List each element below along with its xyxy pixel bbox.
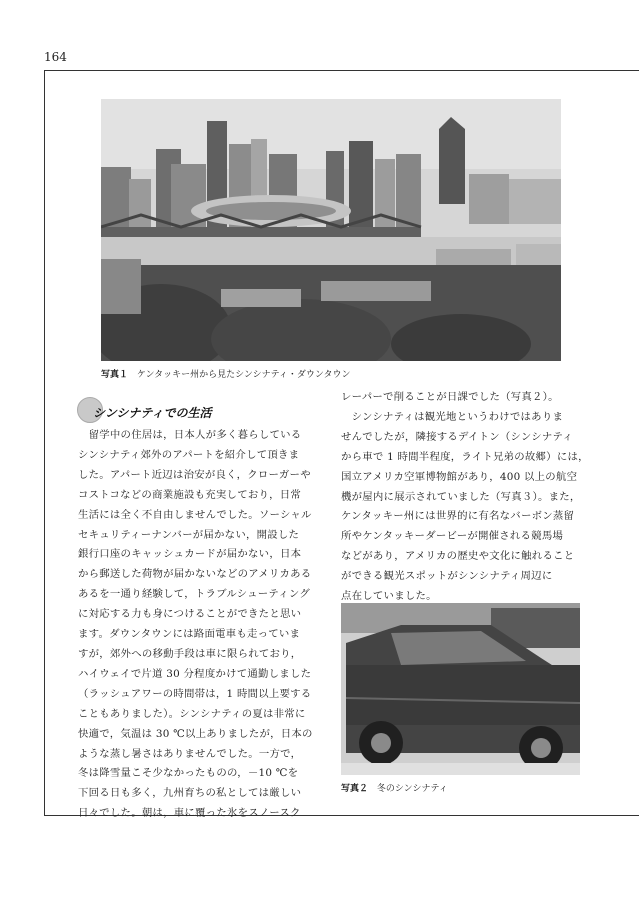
text-line: コストコなどの商業施設も充実しており，日常 [78, 488, 302, 501]
photo1-caption-text: ケンタッキー州から見たシンシナティ・ダウンタウン [136, 370, 351, 380]
text-line: （ラッシュアワーの時間帯は，1 時間以上要する [78, 687, 312, 700]
text-line: 国立アメリカ空軍博物館があり，400 以上の航空 [341, 470, 578, 483]
text-line: 冬は降雪量こそ少なかったものの，－10 ℃を [78, 767, 299, 780]
text-line: ような蒸し暑さはありませんでした。一方で， [78, 747, 302, 760]
left-rule [44, 70, 45, 815]
section-title: シンシナティでの生活 [93, 406, 212, 420]
photo1-caption-label: 写真１ [101, 370, 129, 380]
winter-car-image [341, 603, 580, 775]
section-heading [77, 397, 327, 423]
text-line: から郵送した荷物が届かないなどのアメリカある [78, 568, 312, 581]
text-line: ハイウェイで片道 30 分程度かけて通勤しました [78, 667, 312, 680]
text-line: した。アパート近辺は治安が良く，クローガーや [78, 468, 311, 481]
text-line: 下回る日も多く，九州育ちの私としては厳しい [78, 787, 302, 800]
text-line: 留学中の住居は，日本人が多く暮らしている [78, 429, 302, 441]
text-line: 快適で，気温は 30 ℃以上ありましたが，日本の [78, 727, 313, 740]
text-line: 所やケンタッキーダービーが開催される競馬場 [341, 530, 564, 543]
text-line: あるを一通り経験して，トラブルシューティング [78, 588, 310, 601]
photo-cincinnati-downtown [101, 99, 561, 361]
text-line: に対応する力も身につけることができたと思い [78, 608, 302, 621]
right-column-text [341, 388, 589, 607]
text-line: すが，郊外への移動手段は車に限られており， [78, 647, 302, 660]
photo2-caption [341, 781, 448, 794]
text-line: ケンタッキー州には世界的に有名なバーボン蒸留 [341, 510, 575, 523]
text-line: 銀行口座のキャッシュカードが届かない，日本 [78, 548, 302, 561]
text-line: から車で 1 時間半程度，ライト兄弟の故郷）には， [341, 450, 589, 463]
text-line: レーパーで削ることが日課でした（写真２）。 [341, 391, 559, 403]
text-line: 点在していました。 [341, 590, 437, 603]
text-line: シンシナティ郊外のアパートを紹介して頂きま [78, 448, 300, 461]
text-line: せんでしたが，隣接するデイトン（シンシナティ [341, 430, 574, 443]
text-line: こともありました）。シンシナティの夏は非常に [78, 707, 306, 720]
page-number: 164 [44, 50, 67, 64]
top-rule [44, 70, 639, 71]
text-line: などがあり，アメリカの歴史や文化に触れること [341, 550, 575, 563]
photo1-caption [101, 367, 351, 380]
photo-winter-car [341, 603, 580, 775]
photo2-caption-text: 冬のシンシナティ [376, 784, 448, 794]
photo2-caption-label: 写真２ [341, 784, 369, 794]
text-line: 日々でした。朝は，車に覆った氷をスノースク [78, 807, 301, 820]
text-line: ます。ダウンタウンには路面電車も走っていま [78, 628, 301, 641]
left-column-text [78, 426, 330, 824]
text-line: ができる観光スポットがシンシナティ周辺に [341, 570, 553, 583]
text-line: シンシナティは観光地というわけではありま [341, 410, 564, 423]
text-line: セキュリティーナンバーが届かない，開設した [78, 528, 300, 541]
text-line: 生活には全く不自由しませんでした。ソーシャル [78, 508, 312, 521]
skyline-image [101, 99, 561, 361]
text-line: 機が屋内に展示されていました（写真３）。また， [341, 490, 581, 503]
